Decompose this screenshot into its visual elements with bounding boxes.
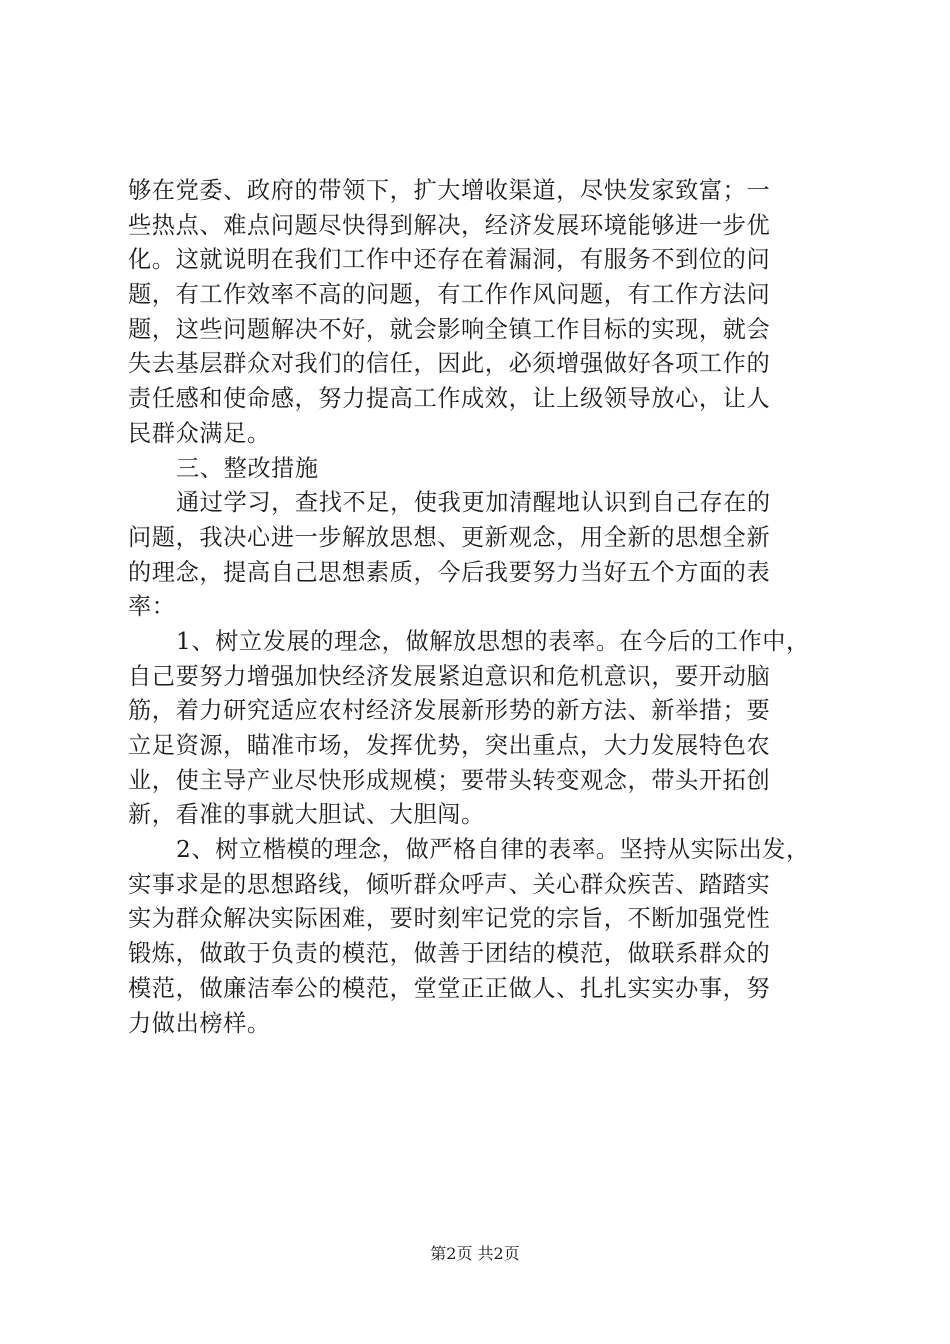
section-heading: 三、整改措施	[176, 454, 319, 482]
text-line: 通过学习，查找不足，使我更加清醒地认识到自己存在的	[176, 489, 771, 517]
text-line: 2、树立楷模的理念，做严格自律的表率。坚持从实际出发，	[176, 836, 810, 864]
text-line: 1、树立发展的理念，做解放思想的表率。在今后的工作中，	[176, 627, 810, 655]
text-line: 筋，着力研究适应农村经济发展新形势的新方法、新举措；要	[128, 697, 771, 725]
text-line: 问题，我决心进一步解放思想、更新观念，用全新的思想全新	[128, 523, 771, 551]
text-line: 化。这就说明在我们工作中还存在着漏洞，有服务不到位的问	[128, 246, 771, 274]
text-line: 自己要努力增强加快经济发展紧迫意识和危机意识，要开动脑	[128, 662, 771, 690]
text-line: 够在党委、政府的带领下，扩大增收渠道，尽快发家致富；一	[128, 177, 771, 204]
text-line: 率：	[128, 593, 176, 621]
text-line: 实为群众解决实际困难，要时刻牢记党的宗旨，不断加强党性	[128, 905, 771, 933]
text-line: 立足资源，瞄准市场，发挥优势，突出重点，大力发展特色农	[128, 732, 771, 759]
text-line: 题，有工作效率不高的问题，有工作作风问题，有工作方法问	[128, 281, 771, 309]
text-line: 锻炼，做敢于负责的模范，做善于团结的模范，做联系群众的	[128, 940, 771, 968]
document-body	[128, 174, 838, 1041]
text-line: 题，这些问题解决不好，就会影响全镇工作目标的实现，就会	[128, 315, 771, 343]
text-line: 模范，做廉洁奉公的模范，堂堂正正做人、扎扎实实办事，努	[128, 974, 771, 1002]
text-line: 失去基层群众对我们的信任，因此，必须增强做好各项工作的	[128, 350, 771, 378]
text-line: 业，使主导产业尽快形成规模；要带头转变观念，带头开拓创	[128, 766, 771, 794]
text-line: 实事求是的思想路线，倾听群众呼声、关心群众疾苦、踏踏实	[128, 870, 771, 898]
text-line: 的理念，提高自己思想素质，今后我要努力当好五个方面的表	[128, 558, 771, 586]
text-line: 力做出榜样。	[128, 1009, 271, 1037]
text-line: 民群众满足。	[128, 419, 271, 447]
text-line: 责任感和使命感，努力提高工作成效，让上级领导放心，让人	[128, 385, 771, 413]
text-line: 些热点、难点问题尽快得到解决，经济发展环境能够进一步优	[128, 211, 771, 239]
page-number-footer: 第2页 共2页	[430, 1244, 520, 1263]
text-line: 新，看准的事就大胆试、大胆闯。	[128, 801, 485, 829]
